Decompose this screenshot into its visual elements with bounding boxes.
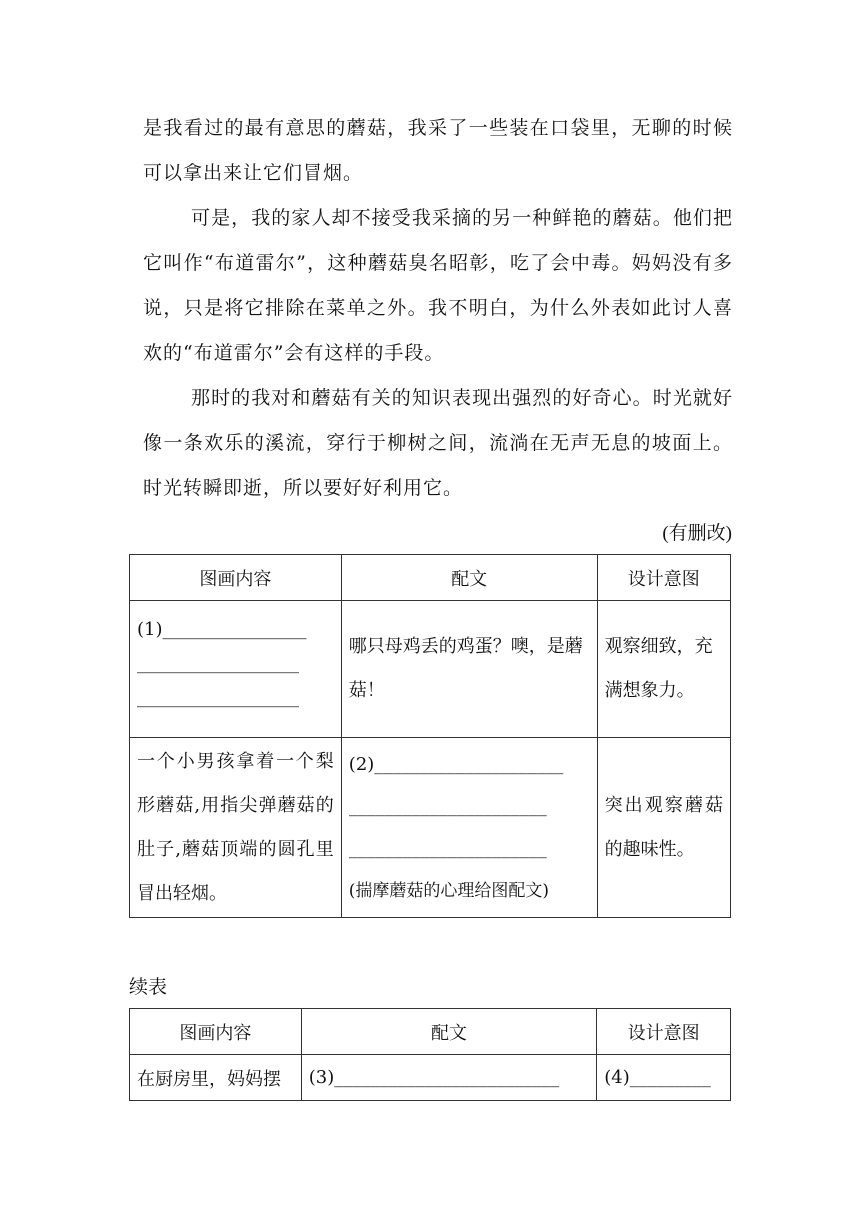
table-header-row [130, 1009, 731, 1055]
answer-blank-2[interactable] [341, 738, 597, 918]
table-row [130, 738, 731, 918]
blank-line: (2)_____________________ [348, 754, 564, 775]
header-picture-content: 图画内容 [130, 1009, 302, 1055]
paragraph-3: 那时的我对和蘑菇有关的知识表现出强烈的好奇心。时光就好像一条欢乐的溪流，穿行于柳树之间，流淌在无声无息的坡面上。时光转瞬即逝，所以要好好利用它。 [143, 387, 733, 499]
answer-blank-3[interactable]: (3)_________________________ [301, 1055, 596, 1101]
caption-cell: 哪只母鸡丢的鸡蛋？噢，是蘑菇！ [341, 601, 597, 738]
header-caption: 配文 [341, 555, 597, 601]
intent-cell: 突出观察蘑菇的趣味性。 [597, 738, 730, 918]
answer-blank-1[interactable] [130, 601, 342, 738]
table-row [130, 1055, 731, 1101]
header-design-intent: 设计意图 [597, 555, 730, 601]
table-header-row [130, 555, 731, 601]
answer-blank-4[interactable]: (4)_________ [597, 1055, 731, 1101]
paragraph-1: 是我看过的最有意思的蘑菇，我采了一些装在口袋里，无聊的时候可以拿出来让它们冒烟。 [143, 117, 733, 184]
table-row [130, 601, 731, 738]
blank-line: __________________ [137, 687, 299, 708]
continued-label: 续表 [129, 976, 168, 998]
header-design-intent: 设计意图 [597, 1009, 731, 1055]
blank-line: (1)________________ [137, 619, 307, 640]
continued-table [129, 1008, 731, 1101]
intent-cell: 观察细致，充满想象力。 [597, 601, 730, 738]
blank-line: ______________________ [348, 796, 547, 817]
blank-line: ______________________ [348, 838, 547, 859]
picture-cell: 在厨房里，妈妈摆 [130, 1055, 302, 1101]
header-picture-content: 图画内容 [130, 555, 342, 601]
picture-cell: 一个小男孩拿着一个梨形蘑菇,用指尖弹蘑菇的肚子,蘑菇顶端的圆孔里冒出轻烟。 [130, 738, 342, 918]
source-note: (有删改) [662, 523, 732, 544]
blank-line: __________________ [137, 653, 299, 674]
paragraph-2: 可是，我的家人却不接受我采摘的另一种鲜艳的蘑菇。他们把它叫作“布道雷尔”，这种蘑菇臭名昭彰，吃了会中毒。妈妈没有多说，只是将它排除在菜单之外。我不明白，为什么外表如此讨人喜欢的“布道雷尔”会有这样的手段。 [143, 207, 733, 364]
header-caption: 配文 [301, 1009, 596, 1055]
hint-text: (揣摩蘑菇的心理给图配文) [348, 881, 550, 901]
design-table [129, 554, 731, 918]
